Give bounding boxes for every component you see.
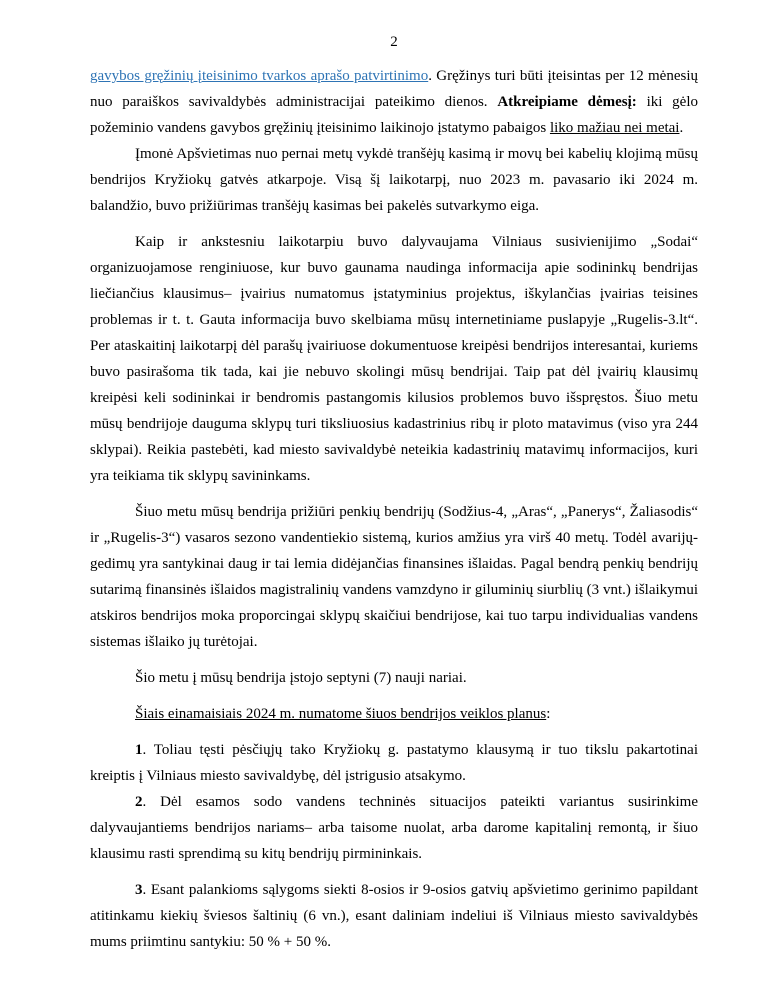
plan-item-3 (90, 877, 698, 955)
deadline-underline: liko mažiau nei metai (549, 120, 680, 136)
paragraph-plans-heading (90, 701, 698, 727)
plan-number: 1 (135, 742, 143, 758)
attention-label: Atkreipiame dėmesį: (497, 94, 637, 110)
paragraph-text: : (546, 706, 551, 722)
regulation-link[interactable]: gavybos gręžinių įteisinimo tvarkos aprašo patvirtinimo (90, 68, 429, 84)
plan-item-2 (90, 789, 698, 867)
paragraph-text: . (679, 120, 684, 136)
plan-text: . Esant palankioms sąlygoms siekti 8-osios ir 9-osios gatvių apšvietimo gerinimo papildant atitinkamu kiekių šviesos šaltinių (6 vn.), esant daliniam indeliui iš Vilniaus miesto savivaldybės mums priimtinu santykiu: 50 % + 50 %. (90, 882, 698, 950)
plan-number: 2 (135, 794, 143, 810)
paragraph-lighting-works: Įmonė Apšvietimas nuo pernai metų vykdė tranšėjų kasimą ir movų bei kabelių klojimą mūsų bendrijos Kryžiokų gatvės atkarpoje. Visą šį laikotarpį, nuo 2023 m. pavasario iki 2024 m. balandžio, buvo prižiūrimas tranšėjų kasimas bei pakelės sutvarkymo eiga. (90, 146, 698, 214)
plan-number: 3 (135, 882, 143, 898)
paragraph-sodai-union: Kaip ir ankstesniu laikotarpiu buvo dalyvaujama Vilniaus susivienijimo „Sodai“ organizuojamose renginiuose, kur buvo gaunama naudinga informacija apie sodininkų bendrijas liečiančius klausimus– įvairius numatomus įstatyminius projektus, iškylančias įvairias teisines problemas ir t. t. Gauta informacija buvo skelbiama mūsų internetiniame puslapyje „Rugelis-3.lt“. Per ataskaitinį laikotarpį dėl parašų įvairiuose dokumentuose kreipėsi bendrijos interesantai, kuriems buvo pasirašoma tik tada, kai jie nebuvo skolingi mūsų bendrijai. Taip pat dėl įvairių klausimų kreipėsi keli sodininkai ir bendromis pastangomis kilusios problemos buvo išspręstos. Šiuo metu mūsų bendrijoje dauguma sklypų turi tiksliuosius kadastrinius ribų ir ploto matavimus (viso yra 244 sklypai). Reikia pastebėti, kad miesto savivaldybė neteikia kadastrinių matavimų informacijos, kuri yra teikiama tik sklypų savininkams. (90, 234, 698, 484)
plan-text: . Dėl esamos sodo vandens techninės situacijos pateikti variantus susirinkime dalyvaujantiems bendrijos nariams– arba taisome nuolat, arba darome kapitalinį remontą, ir šiuo klausimu rasti sprendimą su kitų bendrijų pirmininkais. (90, 794, 698, 862)
paragraph-water-system: Šiuo metu mūsų bendrija prižiūri penkių bendrijų (Sodžius-4, „Aras“, „Panerys“, Žaliasodis“ ir „Rugelis-3“) vasaros sezono vandentiekio sistemą, kurios amžius yra virš 40 metų. Todėl avarijų-gedimų yra santykinai daug ir tai lemia didėjančias finansines išlaidas. Pagal bendrą penkių bendrijų sutarimą finansinės išlaidos magistralinių vandens vamzdyno ir giluminių siurblių (3 vnt.) išlaikymui atskiros bendrijos moka proporcingai sklypų skaičiui bendrijose, kai tuo tarpu individualias vandens sistemas išlaiko jų turėtojai. (90, 504, 698, 650)
paragraph-drilling-legalization (90, 63, 698, 141)
plan-item-1 (90, 737, 698, 789)
paragraph-new-members: Šio metu į mūsų bendrija įstojo septyni (7) nauji nariai. (135, 670, 467, 686)
paragraph-text: iki gėlo požeminio vandens gavybos gręžinių įteisinimo laikinojo įstatymo pabaigos (90, 94, 699, 136)
plan-text: . Toliau tęsti pėsčiųjų tako Kryžiokų g. pastatymo klausymą ir tuo tikslu pakartotinai kreiptis į Vilniaus miesto savivaldybę, dėl įstrigusio atsakymo. (90, 742, 698, 784)
plans-heading: Šiais einamaisiais 2024 m. numatome šiuos bendrijos veiklos planus (135, 706, 547, 722)
page-number: 2 (390, 34, 398, 50)
paragraph-text: . Gręžinys turi būti įteisintas per 12 mėnesių nuo paraiškos savivaldybės administracijai pateikimo dienos. (90, 68, 699, 110)
